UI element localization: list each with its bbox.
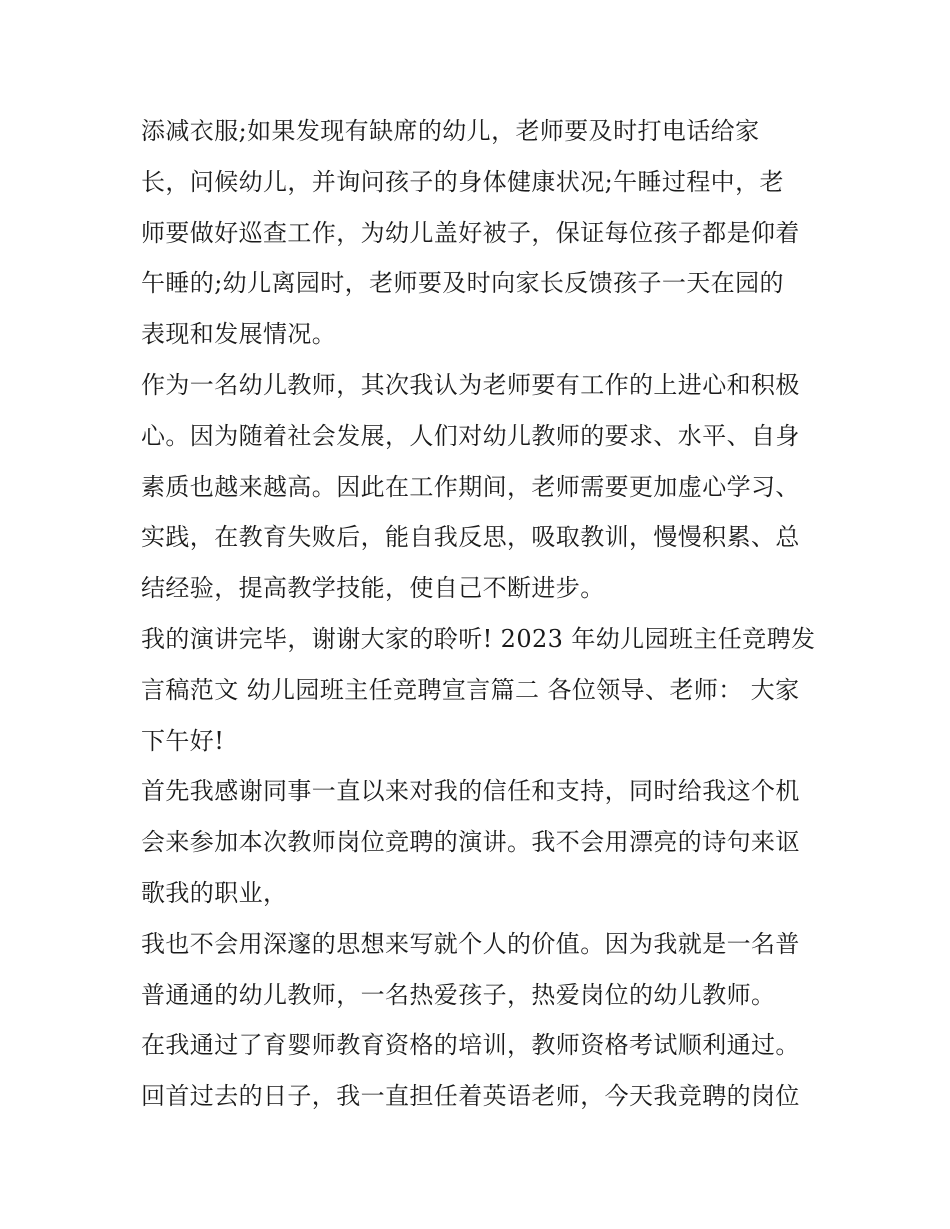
text-line-12: 言稿范文 幼儿园班主任竞聘宣言篇二 各位领导、老师： 大家 — [141, 675, 800, 704]
text-line-15: 会来参加本次教师岗位竞聘的演讲。我不会用漂亮的诗句来讴 — [141, 828, 800, 857]
text-line-3: 师要做好巡查工作，为幼儿盖好被子，保证每位孩子都是仰着 — [141, 218, 800, 247]
text-line-4: 午睡的;幼儿离园时，老师要及时向家长反馈孩子一天在园的 — [141, 269, 784, 298]
text-line-1: 添减衣服;如果发现有缺席的幼儿，老师要及时打电话给家 — [141, 117, 760, 145]
text-line-13: 下午好! — [141, 726, 225, 755]
text-line-16: 歌我的职业， — [141, 878, 288, 907]
text-line-17: 我也不会用深邃的思想来写就个人的价值。因为我就是一名普 — [141, 929, 800, 958]
text-line-10: 结经验，提高教学技能，使自己不断进步。 — [141, 574, 605, 603]
text-line-8: 素质也越来越高。因此在工作期间，老师需要更加虚心学习、 — [141, 472, 800, 501]
text-line-14: 首先我感谢同事一直以来对我的信任和支持，同时给我这个机 — [141, 777, 800, 806]
text-line-9: 实践，在教育失败后，能自我反思，吸取教训，慢慢积累、总 — [141, 523, 800, 552]
text-line-19: 在我通过了育婴师教育资格的培训，教师资格考试顺利通过。 — [141, 1031, 800, 1060]
text-line-5: 表现和发展情况。 — [141, 320, 337, 349]
text-line-2: 长，问候幼儿，并询问孩子的身体健康状况;午睡过程中，老 — [141, 167, 784, 196]
body-text — [141, 106, 821, 1122]
text-line-11: 我的演讲完毕，谢谢大家的聆听! 2023 年幼儿园班主任竞聘发 — [141, 624, 816, 653]
text-line-7: 心。因为随着社会发展，人们对幼儿教师的要求、水平、自身 — [141, 421, 800, 450]
text-line-6: 作为一名幼儿教师，其次我认为老师要有工作的上进心和积极 — [141, 370, 800, 399]
text-line-20: 回首过去的日子，我一直担任着英语老师，今天我竞聘的岗位 — [141, 1082, 800, 1111]
text-line-18: 普通通的幼儿教师，一名热爱孩子，热爱岗位的幼儿教师。 — [141, 980, 776, 1009]
